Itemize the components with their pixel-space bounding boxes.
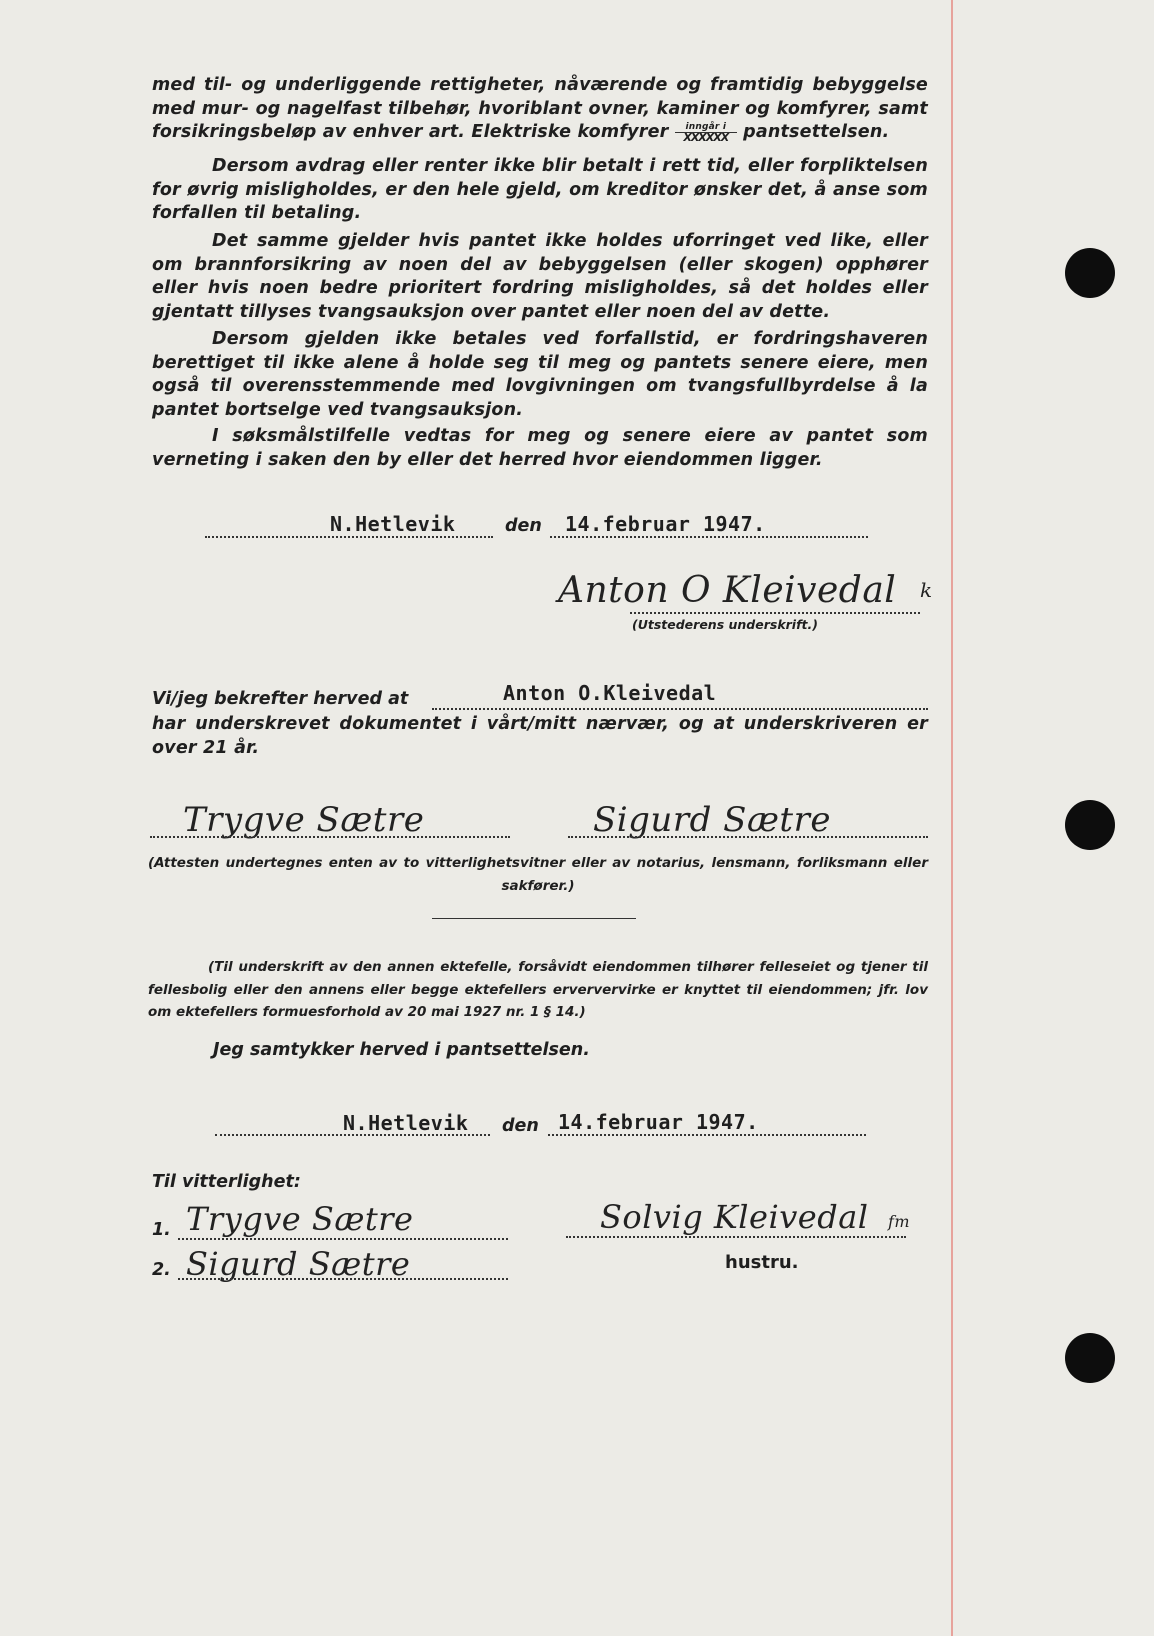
paragraph-2: Dersom avdrag eller renter ikke blir betalt i rett tid, eller forpliktelsen for øvrig misligholdes, er den hele gjeld, om kreditor ønsker det, å anse som forfallen til betaling. bbox=[152, 156, 928, 224]
issuer-signature-mark: k bbox=[920, 578, 933, 602]
date-dotline bbox=[550, 536, 868, 538]
attest-note: (Attesten undertegnes enten av to vitterlighetsvitner eller av notarius, lensmann, forliksmann eller sakfører.) bbox=[148, 855, 928, 894]
vitterlighet-dotline-2 bbox=[178, 1278, 508, 1280]
place-1: N.Hetlevik bbox=[330, 512, 456, 536]
paragraph-5: I søksmålstilfelle vedtas for meg og senere eiere av pantet som verneting i saken den by eller det herred hvor eiendommen ligger. bbox=[152, 426, 928, 470]
den-label-2: den bbox=[502, 1116, 539, 1136]
witness-number-2: 2. bbox=[152, 1260, 171, 1280]
vitterlighet-signature-2: Sigurd Sætre bbox=[186, 1245, 411, 1283]
paragraph-4: Dersom gjelden ikke betales ved forfallstid, er fordringshaveren berettiget til ikke alene å holde seg til meg og pantets senere eiere, men også til overensstemmende med lovgivningen om tvangsfullbyrdelse å la pantet bortselge ved tvangsauksjon. bbox=[152, 329, 928, 420]
consent-text: Jeg samtykker herved i pantsettelsen. bbox=[213, 1040, 590, 1060]
inngar-insert: inngår i XXXXXX bbox=[675, 122, 737, 143]
vitterlighet-dotline-1 bbox=[178, 1238, 508, 1240]
witness-signature-1: Trygve Sætre bbox=[183, 800, 425, 840]
witness-signature-2: Sigurd Sætre bbox=[593, 800, 831, 840]
punch-hole bbox=[1065, 248, 1115, 298]
spouse-signature: Solvig Kleivedal bbox=[600, 1198, 869, 1236]
separator-line bbox=[432, 918, 636, 919]
place-dotline bbox=[205, 536, 493, 538]
confirm-dotline bbox=[432, 708, 928, 710]
den-label: den bbox=[505, 516, 542, 536]
witness-dotline-1 bbox=[150, 836, 510, 838]
issuer-dotline bbox=[630, 612, 920, 614]
issuer-caption: (Utstederens underskrift.) bbox=[632, 617, 818, 632]
margin-line bbox=[951, 0, 953, 1636]
date-dotline-2 bbox=[548, 1134, 866, 1136]
spouse-signature-mark: fm bbox=[888, 1212, 911, 1231]
date-1: 14.februar 1947. bbox=[565, 512, 766, 536]
witness-number-1: 1. bbox=[152, 1220, 171, 1240]
punch-hole bbox=[1065, 1333, 1115, 1383]
place-2: N.Hetlevik bbox=[343, 1111, 469, 1135]
punch-hole bbox=[1065, 800, 1115, 850]
til-vitterlighet: Til vitterlighet: bbox=[152, 1172, 301, 1192]
hustru-label: hustru. bbox=[725, 1252, 799, 1273]
confirm-text: har underskrevet dokumentet i vårt/mitt nærvær, og at underskriveren er over 21 år. bbox=[152, 714, 928, 758]
spouse-dotline bbox=[566, 1236, 906, 1238]
confirm-name: Anton O.Kleivedal bbox=[503, 681, 717, 705]
paragraph-3: Det samme gjelder hvis pantet ikke holdes uforringet ved like, eller om brannforsikring av noen del av bebyggelsen (eller skogen) opphører eller hvis noen bedre prioritert fordring misligholdes, så det holdes eller gjentatt tillyses tvangsauksjon over pantet eller noen del av dette. bbox=[152, 231, 928, 322]
witness-dotline-2 bbox=[568, 836, 928, 838]
spouse-note: (Til underskrift av den annen ektefelle, forsåvidt eiendommen tilhører felleseiet og tjener til fellesbolig eller den annens eller begge ektefellers erververvirke er knyttet til eiendommen; jfr. lov om ektefellers formuesforhold av 20 mai 1927 nr. 1 § 14.) bbox=[148, 959, 928, 1020]
paragraph-1: med til- og underliggende rettigheter, nåværende og framtidig bebyggelse med mur- og nagelfast tilbehør, hvoriblant ovner, kaminer og komfyrer, samt forsikringsbeløp av enhver art. Elektriske komfyrer inngår i XXXXXX pantsettelsen. bbox=[152, 75, 928, 144]
confirm-prefix: Vi/jeg bekrefter herved at bbox=[152, 689, 409, 709]
date-2: 14.februar 1947. bbox=[558, 1110, 759, 1134]
issuer-signature: Anton O Kleivedal bbox=[558, 570, 897, 611]
vitterlighet-signature-1: Trygve Sætre bbox=[186, 1200, 414, 1238]
